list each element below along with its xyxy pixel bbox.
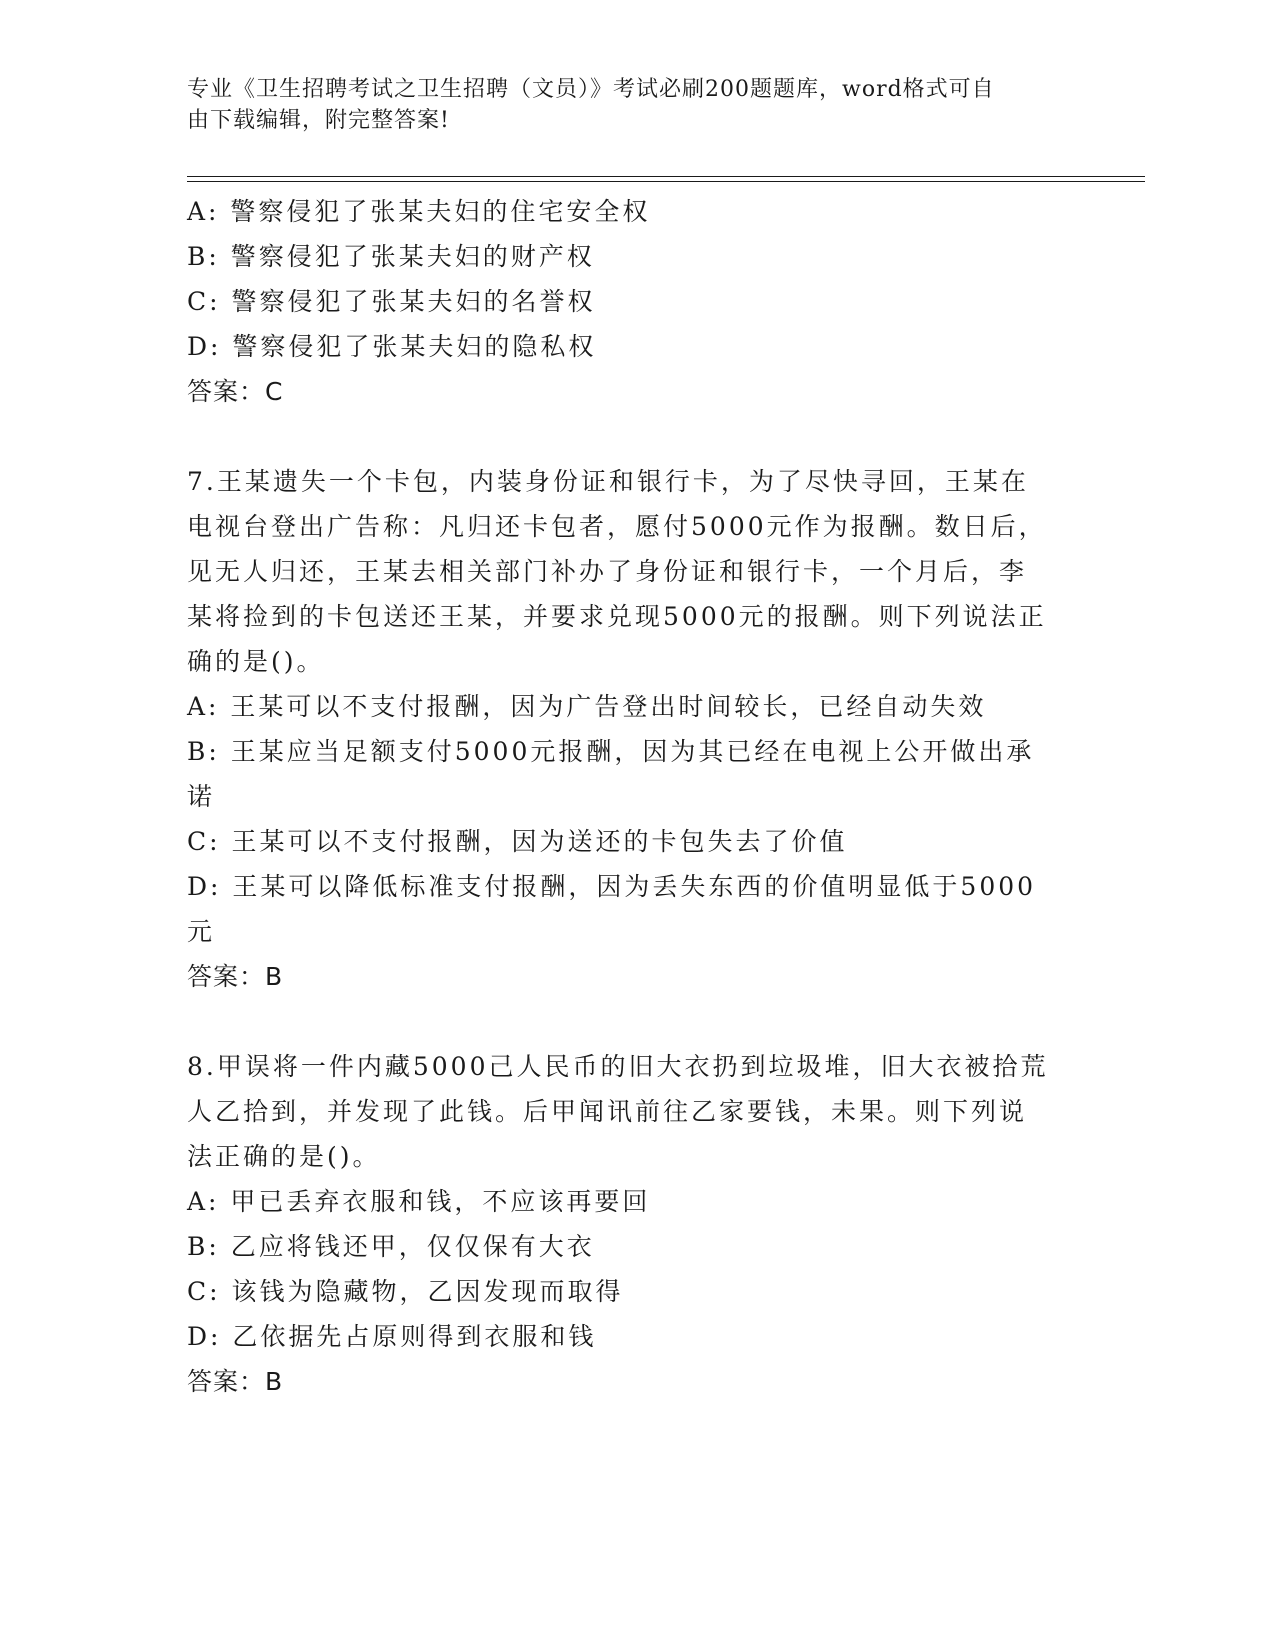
question-body	[187, 189, 1067, 1404]
answer-line: 答案：C	[187, 377, 284, 406]
option-a: A: 甲已丢弃衣服和钱，不应该再要回	[187, 1187, 651, 1216]
option-d: D: 警察侵犯了张某夫妇的隐私权	[187, 332, 597, 361]
answer-line: 答案：B	[187, 962, 284, 991]
spacer	[187, 414, 1067, 459]
option-a: A: 王某可以不支付报酬，因为广告登出时间较长，已经自动失效	[187, 692, 987, 721]
option-d-continued: 元	[187, 917, 216, 946]
option-d: D: 王某可以降低标准支付报酬，因为丢失东西的价值明显低于5000	[187, 872, 1037, 901]
question-7	[187, 459, 1067, 999]
header-divider-top	[187, 176, 1145, 177]
question-stem-line: 某将捡到的卡包送还王某，并要求兑现5000元的报酬。则下列说法正	[187, 602, 1047, 631]
question-6	[187, 189, 1067, 414]
option-b-continued: 诺	[187, 782, 216, 811]
question-stem-line: 确的是()。	[187, 647, 325, 676]
option-b: B: 乙应将钱还甲，仅仅保有大衣	[187, 1232, 595, 1261]
header-line-2: 由下载编辑，附完整答案!	[187, 108, 450, 133]
option-b: B: 警察侵犯了张某夫妇的财产权	[187, 242, 595, 271]
document-header	[187, 74, 1067, 136]
question-stem-line: 见无人归还，王某去相关部门补办了身份证和银行卡，一个月后，李	[187, 557, 1028, 586]
option-d: D: 乙依据先占原则得到衣服和钱	[187, 1322, 597, 1351]
header-divider-bottom	[187, 181, 1145, 182]
question-stem-line: 7.王某遗失一个卡包，内装身份证和银行卡，为了尽快寻回，王某在	[187, 467, 1029, 496]
question-stem-line: 8.甲误将一件内藏5000己人民币的旧大衣扔到垃圾堆，旧大衣被拾荒	[187, 1052, 1049, 1081]
spacer	[187, 999, 1067, 1044]
question-stem-line: 人乙拾到，并发现了此钱。后甲闻讯前往乙家要钱，未果。则下列说	[187, 1097, 1028, 1126]
option-c: C: 警察侵犯了张某夫妇的名誉权	[187, 287, 596, 316]
option-b: B: 王某应当足额支付5000元报酬，因为其已经在电视上公开做出承	[187, 737, 1035, 766]
header-line-1: 专业《卫生招聘考试之卫生招聘（文员）》考试必刷200题题库，word格式可自	[187, 77, 995, 102]
question-stem-line: 电视台登出广告称：凡归还卡包者，愿付5000元作为报酬。数日后，	[187, 512, 1047, 541]
question-stem-line: 法正确的是()。	[187, 1142, 381, 1171]
option-c: C: 该钱为隐藏物，乙因发现而取得	[187, 1277, 624, 1306]
option-c: C: 王某可以不支付报酬，因为送还的卡包失去了价值	[187, 827, 848, 856]
question-8	[187, 1044, 1067, 1404]
option-a: A: 警察侵犯了张某夫妇的住宅安全权	[187, 197, 651, 226]
answer-line: 答案：B	[187, 1367, 284, 1396]
